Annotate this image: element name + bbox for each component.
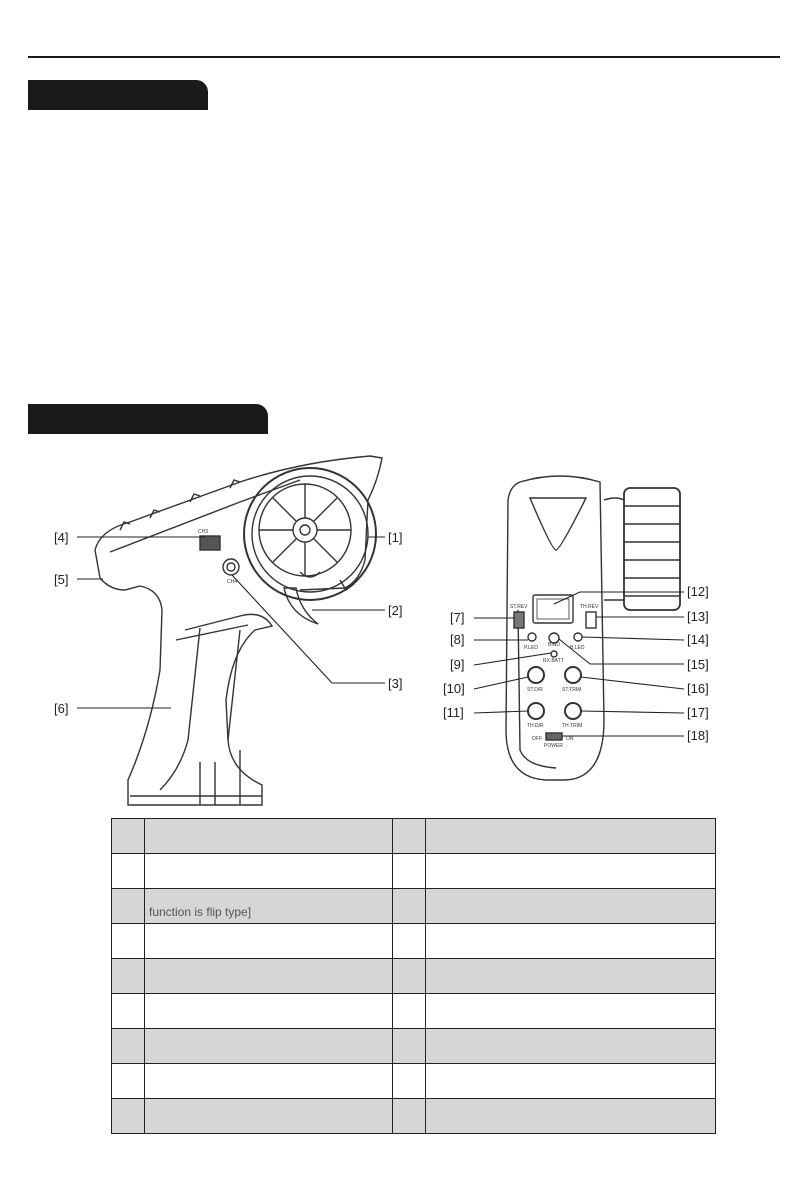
parts-table [111, 818, 716, 1134]
power-label: POWER [544, 743, 563, 749]
callout-10: [10] [443, 681, 465, 696]
th-dr-label: TH.D/R [527, 723, 544, 729]
section-header-tab [28, 80, 208, 110]
table-cell [145, 1064, 393, 1099]
transmitter-top-view [506, 476, 680, 780]
callout-17: [17] [687, 705, 709, 720]
table-row [112, 994, 716, 1029]
table-cell [112, 819, 145, 854]
table-cell [393, 959, 426, 994]
table-row [112, 854, 716, 889]
table-cell [145, 819, 393, 854]
table-cell [426, 959, 716, 994]
table-cell [112, 1099, 145, 1134]
st-dr-label: ST.D/R [527, 687, 543, 693]
callout-16: [16] [687, 681, 709, 696]
st-trim-label: ST.TRIM [562, 687, 582, 693]
table-cell [112, 1064, 145, 1099]
table-cell [145, 1099, 393, 1134]
table-row [112, 1099, 716, 1134]
bind-label: BIND [548, 642, 560, 648]
top-rule [28, 56, 780, 58]
table-cell [426, 854, 716, 889]
callout-6: [6] [54, 701, 69, 716]
table-row [112, 819, 716, 854]
callout-7: [7] [450, 610, 465, 625]
table-cell [426, 924, 716, 959]
section-header-tab [28, 404, 268, 434]
table-cell [393, 924, 426, 959]
transmitter-side-view [95, 456, 382, 805]
table-cell [426, 1099, 716, 1134]
callout-3: [3] [388, 676, 403, 691]
table-cell [112, 959, 145, 994]
on-label: ON [566, 736, 574, 742]
table-cell [145, 854, 393, 889]
table-cell [426, 1064, 716, 1099]
table-cell [393, 854, 426, 889]
table-cell [393, 1029, 426, 1064]
callout-5: [5] [54, 572, 69, 587]
callout-4: [4] [54, 530, 69, 545]
callout-2: [2] [388, 603, 403, 618]
table-row [112, 959, 716, 994]
ch3-label: CH3 [198, 529, 209, 535]
table-cell: function is flip type] [145, 889, 393, 924]
table-cell [393, 994, 426, 1029]
table-cell [393, 819, 426, 854]
th-rev-label: TH.REV [580, 604, 599, 610]
th-trim-label: TH.TRIM [562, 723, 583, 729]
table-cell [145, 1029, 393, 1064]
callout-1: [1] [388, 530, 403, 545]
b-led-label: B.LED [570, 645, 585, 651]
table-cell [145, 994, 393, 1029]
transmitter-diagram [0, 440, 808, 812]
callout-11: [11] [443, 705, 464, 720]
callout-12: [12] [687, 584, 709, 599]
callout-15: [15] [687, 657, 709, 672]
callout-8: [8] [450, 632, 465, 647]
st-rev-label: ST.REV [510, 604, 528, 610]
table-cell [426, 994, 716, 1029]
table-cell [426, 889, 716, 924]
table-row [112, 889, 716, 924]
callout-13: [13] [687, 609, 709, 624]
p-led-label: P.LED [524, 645, 538, 651]
callout-14: [14] [687, 632, 709, 647]
callout-9: [9] [450, 657, 465, 672]
table-cell [112, 994, 145, 1029]
table-cell [112, 924, 145, 959]
table-cell [112, 889, 145, 924]
table-row [112, 1029, 716, 1064]
table-cell [426, 819, 716, 854]
rx-batt-label: RX.BATT [543, 658, 564, 664]
table-cell [145, 924, 393, 959]
table-row [112, 1064, 716, 1099]
table-cell [393, 1099, 426, 1134]
table-cell [426, 1029, 716, 1064]
table-row [112, 924, 716, 959]
table-cell [393, 889, 426, 924]
off-label: OFF [532, 736, 542, 742]
table-cell [393, 1064, 426, 1099]
table-cell [145, 959, 393, 994]
callout-18: [18] [687, 728, 709, 743]
table-cell [112, 854, 145, 889]
ch4-label: CH4 [227, 579, 238, 585]
table-cell [112, 1029, 145, 1064]
